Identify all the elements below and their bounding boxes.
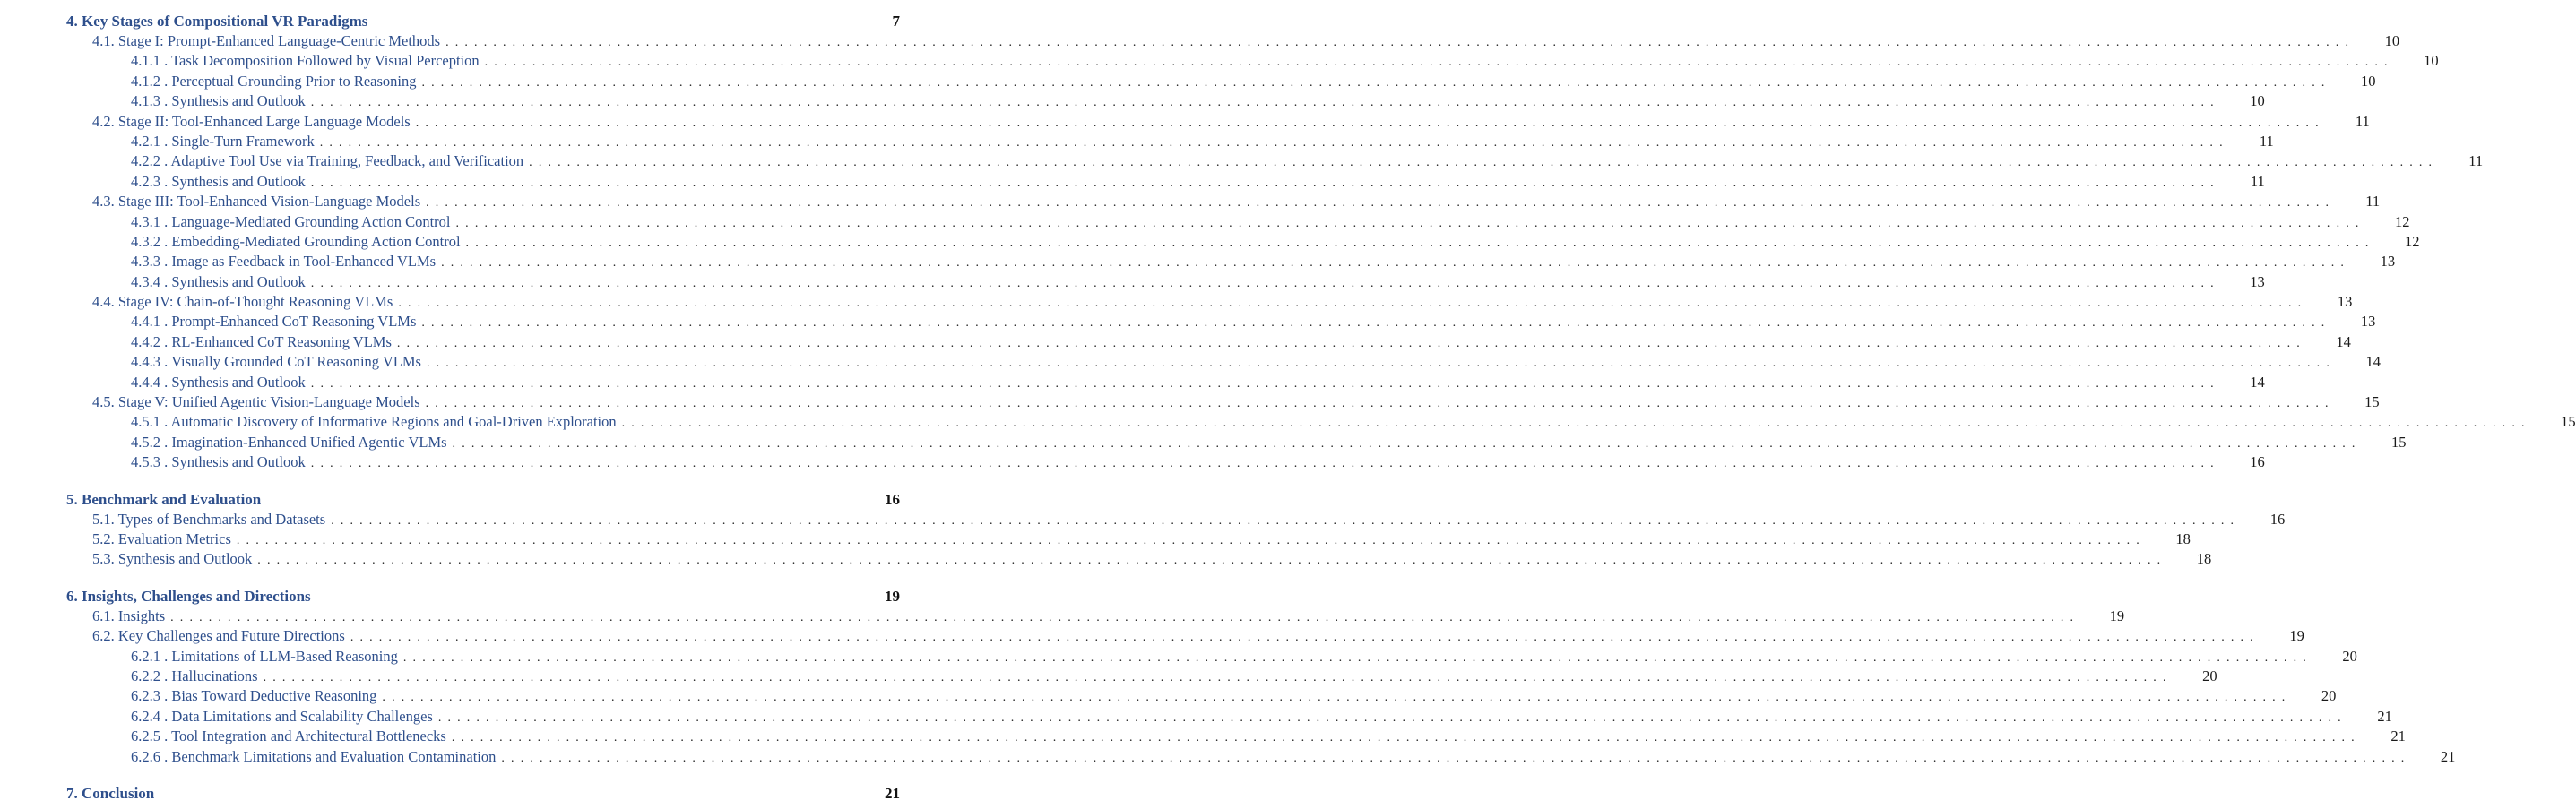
- toc-page-number[interactable]: 10: [2384, 32, 2400, 49]
- toc-entry-title[interactable]: 4.1. Stage I: Prompt-Enhanced Language-Centric Methods: [92, 32, 441, 49]
- toc-subsubsection-entry[interactable]: [66, 91, 2265, 111]
- toc-page-number[interactable]: 7: [892, 13, 900, 30]
- toc-entry-title[interactable]: 6.2. Key Challenges and Future Directions: [92, 627, 345, 645]
- toc-dot-leader: ........................................................................................................................................................................................................: [452, 436, 2362, 451]
- toc-page-number[interactable]: 20: [2321, 687, 2337, 705]
- toc-page-number[interactable]: 18: [2196, 550, 2212, 568]
- toc-dot-leader: ........................................................................................................................................................................................................: [415, 116, 2325, 130]
- toc-page-number[interactable]: 21: [2390, 727, 2406, 745]
- toc-entry-title[interactable]: 4.5.2 . Imagination-Enhanced Unified Agentic VLMs: [131, 433, 447, 451]
- toc-page-number[interactable]: 19: [885, 587, 900, 605]
- toc-dot-leader: ........................................................................................................................................................................................................: [382, 691, 2292, 705]
- toc-dot-leader: ........................................................................................................................................................................................................: [331, 513, 2241, 528]
- toc-dot-leader: ........................................................................................................................................................................................................: [621, 417, 2531, 431]
- toc-dot-leader: ........................................................................................................................................................................................................: [529, 156, 2439, 170]
- toc-dot-leader: ........................................................................................................................................................................................................: [421, 316, 2331, 331]
- toc-dot-leader: ........................................................................................................................................................................................................: [319, 135, 2229, 150]
- toc-entry-title[interactable]: 6.2.5 . Tool Integration and Architectural Bottlenecks: [131, 727, 446, 745]
- toc-dot-leader: ........................................................................................................................................................................................................: [426, 196, 2336, 211]
- toc-dot-leader: ........................................................................................................................................................................................................: [465, 236, 2375, 250]
- toc-entry-title[interactable]: 6. Insights, Challenges and Directions: [66, 587, 311, 605]
- toc-page-number[interactable]: 13: [2250, 272, 2265, 290]
- toc-dot-leader: ........................................................................................................................................................................................................: [484, 56, 2394, 70]
- toc-page-number[interactable]: 15: [2364, 393, 2380, 411]
- toc-page-number[interactable]: 16: [885, 490, 900, 508]
- toc-entry-title[interactable]: 7. Conclusion: [66, 784, 155, 802]
- toc-subsubsection-entry[interactable]: [66, 332, 2351, 352]
- toc-dot-leader: ........................................................................................................................................................................................................: [421, 75, 2331, 90]
- toc-entry-title[interactable]: 4.2.2 . Adaptive Tool Use via Training, Feedback, and Verification: [131, 152, 524, 170]
- toc-subsubsection-entry[interactable]: [66, 51, 2439, 71]
- toc-entry-title[interactable]: 5.1. Types of Benchmarks and Datasets: [92, 510, 326, 528]
- toc-section-entry[interactable]: [66, 489, 900, 510]
- toc-page-number[interactable]: 21: [2377, 707, 2392, 725]
- toc-page-number[interactable]: 11: [2365, 193, 2381, 211]
- toc-dot-leader: ........................................................................................................................................................................................................: [445, 36, 2356, 49]
- toc-entry-title[interactable]: 4.4.3 . Visually Grounded CoT Reasoning VLMs: [131, 353, 421, 371]
- toc-page-number[interactable]: 13: [2337, 293, 2353, 311]
- toc-dot-leader: ........................................................................................................................................................................................................: [451, 731, 2361, 745]
- toc-subsubsection-entry[interactable]: [66, 132, 2274, 151]
- toc-entry-title[interactable]: 6.1. Insights: [92, 607, 166, 624]
- toc-page-number[interactable]: 11: [2250, 172, 2265, 190]
- toc-subsection-entry[interactable]: [66, 510, 2286, 529]
- toc-entry-title[interactable]: 4.3.4 . Synthesis and Outlook: [131, 272, 306, 290]
- toc-dot-leader: ........................................................................................................................................................................................................: [350, 631, 2260, 645]
- toc-entry-title[interactable]: 4.3.3 . Image as Feedback in Tool-Enhanced VLMs: [131, 253, 437, 271]
- toc-entry-title[interactable]: 6.2.1 . Limitations of LLM-Based Reasoning: [131, 647, 398, 665]
- toc-dot-leader: ........................................................................................................................................................................................................: [310, 457, 2220, 471]
- toc-subsubsection-entry[interactable]: [66, 686, 2337, 706]
- toc-entry-title[interactable]: 6.2.2 . Hallucinations: [131, 667, 258, 684]
- toc-entry-title[interactable]: 6.2.6 . Benchmark Limitations and Evaluation Contamination: [131, 747, 497, 765]
- toc-subsubsection-entry[interactable]: [66, 747, 2456, 767]
- toc-entry-title[interactable]: 4.3.1 . Language-Mediated Grounding Action Control: [131, 212, 451, 230]
- toc-entry-title[interactable]: 4.4. Stage IV: Chain-of-Thought Reasoning VLMs: [92, 293, 393, 311]
- toc-subsubsection-entry[interactable]: [66, 272, 2265, 292]
- toc-subsection-entry[interactable]: [66, 392, 2380, 412]
- toc-page-number[interactable]: 20: [2342, 647, 2357, 665]
- toc-page-number[interactable]: 14: [2365, 353, 2381, 371]
- toc-entry-title[interactable]: 4.4.2 . RL-Enhanced CoT Reasoning VLMs: [131, 332, 392, 350]
- toc-entry-title[interactable]: 4.4.1 . Prompt-Enhanced CoT Reasoning VLMs: [131, 313, 417, 331]
- toc-dot-leader: ........................................................................................................................................................................................................: [398, 297, 2308, 311]
- toc-section-entry[interactable]: [66, 783, 900, 804]
- toc-entry-title[interactable]: 6.2.4 . Data Limitations and Scalability Challenges: [131, 707, 433, 725]
- toc-entry-title[interactable]: 4.1.1 . Task Decomposition Followed by Visual Perception: [131, 52, 480, 70]
- table-of-contents: [66, 11, 2576, 804]
- toc-entry-title[interactable]: 4.5. Stage V: Unified Agentic Vision-Language Models: [92, 393, 420, 411]
- toc-dot-leader: ........................................................................................................................................................................................................: [501, 751, 2411, 765]
- toc-subsubsection-entry[interactable]: [66, 151, 2484, 171]
- toc-entry-title[interactable]: 4.4.4 . Synthesis and Outlook: [131, 373, 306, 391]
- toc-subsubsection-entry[interactable]: [66, 412, 2576, 432]
- toc-page-number[interactable]: 14: [2250, 373, 2265, 391]
- toc-subsubsection-entry[interactable]: [66, 312, 2376, 331]
- toc-page-number[interactable]: 21: [2440, 747, 2456, 765]
- toc-subsubsection-entry[interactable]: [66, 352, 2381, 372]
- toc-page-number[interactable]: 19: [2289, 627, 2304, 645]
- toc-entry-title[interactable]: 5.3. Synthesis and Outlook: [92, 550, 253, 568]
- toc-dot-leader: ........................................................................................................................................................................................................: [310, 96, 2220, 110]
- toc-page-number[interactable]: 16: [2250, 453, 2265, 471]
- toc-subsubsection-entry[interactable]: [66, 373, 2265, 392]
- toc-dot-leader: ........................................................................................................................................................................................................: [236, 533, 2146, 547]
- toc-subsection-entry[interactable]: [66, 192, 2381, 211]
- toc-entry-title[interactable]: 4.1.2 . Perceptual Grounding Prior to Reasoning: [131, 72, 417, 90]
- toc-section-entry[interactable]: [66, 586, 900, 607]
- toc-page-number[interactable]: 15: [2561, 413, 2576, 431]
- toc-subsubsection-entry[interactable]: [66, 452, 2265, 472]
- toc-dot-leader: ........................................................................................................................................................................................................: [257, 554, 2167, 568]
- toc-dot-leader: ........................................................................................................................................................................................................: [441, 256, 2351, 271]
- toc-entry-title[interactable]: 4.5.3 . Synthesis and Outlook: [131, 453, 306, 471]
- toc-entry-title[interactable]: 4.2.3 . Synthesis and Outlook: [131, 172, 306, 190]
- toc-subsubsection-entry[interactable]: [66, 72, 2376, 91]
- toc-subsubsection-entry[interactable]: [66, 252, 2396, 271]
- toc-section-entry[interactable]: [66, 11, 900, 31]
- toc-page-number[interactable]: 11: [2355, 112, 2370, 130]
- toc-entry-title[interactable]: 4.3. Stage III: Tool-Enhanced Vision-Language Models: [92, 193, 421, 211]
- toc-page-number[interactable]: 10: [2250, 92, 2265, 110]
- toc-subsubsection-entry[interactable]: [66, 667, 2217, 686]
- toc-page-number[interactable]: 14: [2336, 332, 2351, 350]
- toc-page-number[interactable]: 13: [2360, 313, 2376, 331]
- toc-subsubsection-entry[interactable]: [66, 727, 2406, 746]
- toc-entry-title[interactable]: 4.1.3 . Synthesis and Outlook: [131, 92, 306, 110]
- toc-page-number[interactable]: 10: [2361, 72, 2376, 90]
- toc-dot-leader: ........................................................................................................................................................................................................: [437, 710, 2347, 725]
- toc-subsubsection-entry[interactable]: [66, 232, 2420, 252]
- toc-dot-leader: ........................................................................................................................................................................................................: [425, 397, 2335, 411]
- toc-entry-title[interactable]: 4. Key Stages of Compositional VR Paradigms: [66, 13, 368, 30]
- toc-page-number[interactable]: 15: [2391, 433, 2407, 451]
- toc-subsection-entry[interactable]: [66, 549, 2212, 569]
- toc-page-number[interactable]: 12: [2395, 212, 2410, 230]
- toc-dot-leader: ........................................................................................................................................................................................................: [310, 376, 2220, 391]
- toc-dot-leader: ........................................................................................................................................................................................................: [455, 216, 2365, 230]
- toc-page-number[interactable]: 12: [2405, 232, 2420, 250]
- toc-dot-leader: ........................................................................................................................................................................................................: [396, 336, 2306, 350]
- toc-page-number[interactable]: 20: [2202, 667, 2217, 684]
- toc-page-number[interactable]: 19: [2109, 607, 2125, 624]
- toc-subsubsection-entry[interactable]: [66, 212, 2410, 232]
- toc-subsubsection-entry[interactable]: [66, 707, 2392, 727]
- toc-page-number[interactable]: 13: [2380, 253, 2396, 271]
- toc-entry-title[interactable]: 4.3.2 . Embedding-Mediated Grounding Action Control: [131, 232, 461, 250]
- toc-entry-title[interactable]: 4.2.1 . Single-Turn Framework: [131, 132, 315, 150]
- toc-dot-leader: ........................................................................................................................................................................................................: [310, 176, 2220, 190]
- toc-subsubsection-entry[interactable]: [66, 172, 2265, 192]
- toc-dot-leader: ........................................................................................................................................................................................................: [310, 276, 2220, 290]
- toc-entry-title[interactable]: 5. Benchmark and Evaluation: [66, 490, 262, 508]
- toc-page-number[interactable]: 11: [2259, 132, 2274, 150]
- toc-subsection-entry[interactable]: [66, 626, 2304, 646]
- toc-dot-leader: ........................................................................................................................................................................................................: [170, 610, 2080, 624]
- toc-dot-leader: ........................................................................................................................................................................................................: [426, 357, 2336, 371]
- toc-subsection-entry[interactable]: [66, 31, 2400, 51]
- toc-subsubsection-entry[interactable]: [66, 647, 2357, 667]
- toc-subsection-entry[interactable]: [66, 292, 2353, 312]
- toc-page-number[interactable]: 10: [2424, 52, 2439, 70]
- toc-page-number[interactable]: 11: [2468, 152, 2484, 170]
- toc-page-number[interactable]: 18: [2175, 529, 2191, 547]
- toc-dot-leader: ........................................................................................................................................................................................................: [263, 670, 2173, 684]
- toc-page-number[interactable]: 21: [885, 784, 900, 802]
- toc-entry-title[interactable]: 6.2.3 . Bias Toward Deductive Reasoning: [131, 687, 377, 705]
- toc-dot-leader: ........................................................................................................................................................................................................: [402, 650, 2312, 665]
- toc-entry-title[interactable]: 4.5.1 . Automatic Discovery of Informative Regions and Goal-Driven Exploration: [131, 413, 617, 431]
- toc-subsection-entry[interactable]: [66, 607, 2125, 626]
- toc-subsection-entry[interactable]: [66, 529, 2191, 549]
- toc-entry-title[interactable]: 4.2. Stage II: Tool-Enhanced Large Language Models: [92, 112, 411, 130]
- toc-page-number[interactable]: 16: [2269, 510, 2286, 528]
- toc-entry-title[interactable]: 5.2. Evaluation Metrics: [92, 529, 231, 547]
- toc-subsubsection-entry[interactable]: [66, 433, 2407, 452]
- toc-subsection-entry[interactable]: [66, 112, 2370, 132]
